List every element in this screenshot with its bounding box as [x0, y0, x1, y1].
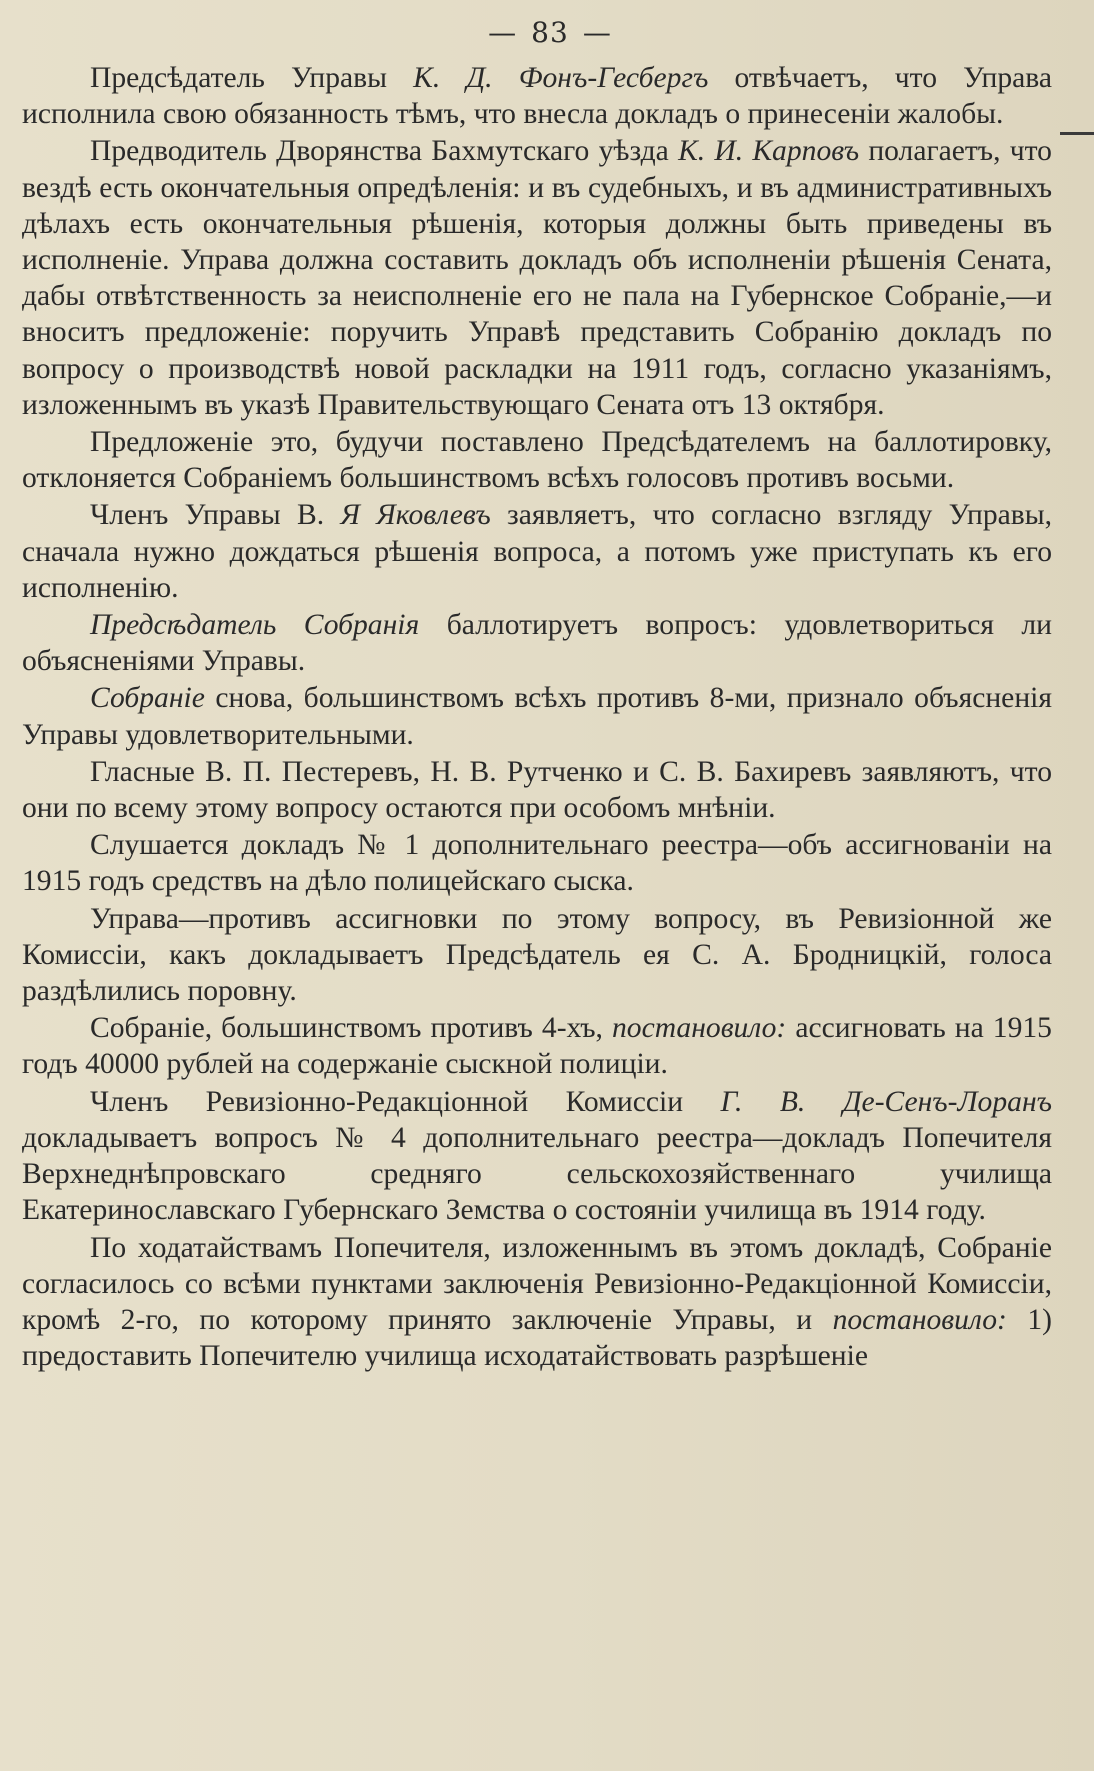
text-segment: баллотируетъ вопросъ: удовлетвориться ли объясненіями Управы.	[22, 609, 1053, 678]
page-number-dash-right: —	[582, 16, 612, 49]
document-body	[22, 60, 1052, 1374]
text-segment: Слушается докладъ № 1 дополнительнаго реестра—объ ассигнованіи на 1915 годъ средствъ на дѣло полицейскаго сыска.	[22, 829, 1052, 898]
italic-text-segment: Собраніе	[90, 682, 205, 715]
text-segment: Членъ Управы В.	[90, 499, 341, 532]
text-segment: докладываетъ вопросъ № 4 дополнительнаго реестра—докладъ Попечителя Верхнеднѣпровскаго средняго сельскохозяйственнаго училища Екатеринославскаго Губернскаго Земства о состояніи училища въ 1914 году.	[22, 1121, 1052, 1227]
paragraph	[22, 133, 1052, 423]
page-number-header	[22, 16, 1052, 60]
page-number-dash-left: —	[488, 16, 518, 49]
text-segment: Собраніе, большинствомъ противъ 4-хъ,	[90, 1012, 612, 1045]
text-segment: Управа—противъ ассигновки по этому вопросу, въ Ревизіонной же Комиссіи, какъ докладываетъ Предсѣдатель ея С. А. Бродницкій, голоса раздѣлились поровну.	[22, 902, 1052, 1008]
paragraph	[22, 607, 1052, 679]
text-segment: снова, большинствомъ всѣхъ противъ 8-ми, признало объясненія Управы удовлетворительными.	[22, 682, 1052, 751]
paragraph	[22, 424, 1052, 496]
text-segment: полагаетъ, что вездѣ есть окончательныя опредѣленія: и въ судебныхъ, и въ административныхъ дѣлахъ есть окончательныя рѣшенія, которыя должны быть приведены въ исполненіе. Управа должна составить докладъ объ исполненіи рѣшенія Сената, дабы отвѣтственность за неисполненіе его не пала на Губернское Собраніе,—и вноситъ предложеніе: поручить Управѣ представить Собранію докладъ по вопросу о производствѣ новой раскладки на 1911 годъ, согласно указаніямъ, изложеннымъ въ указѣ Правительствующаго Сената отъ 13 октября.	[22, 135, 1052, 421]
paragraph	[22, 901, 1052, 1010]
italic-text-segment: Я Яковлевъ	[340, 499, 491, 532]
paragraph	[22, 1230, 1052, 1375]
text-segment: Предложеніе это, будучи поставлено Предсѣдателемъ на баллотировку, отклоняется Собраніемъ большинствомъ всѣхъ голосовъ противъ восьми.	[22, 426, 1052, 495]
paragraph	[22, 60, 1052, 132]
text-segment: Членъ Ревизіонно-Редакціонной Комиссіи	[90, 1085, 721, 1118]
page-number: 83	[531, 16, 569, 49]
text-segment: Предсѣдатель Управы	[90, 62, 414, 94]
text-segment: 1) предоставить Попечителю училища исходатайствовать разрѣшеніе	[22, 1303, 1052, 1373]
text-segment: Гласные В. П. Пестеревъ, Н. В. Рутченко и С. В. Бахиревъ заявляютъ, что они по всему этому вопросу остаются при особомъ мнѣніи.	[22, 755, 1052, 825]
paragraph	[22, 497, 1052, 606]
paragraph	[22, 680, 1052, 752]
text-segment: отвѣчаетъ, что Управа исполнила свою обязанность тѣмъ, что внесла докладъ о принесеніи жалобы.	[22, 62, 1052, 131]
italic-text-segment: постановило:	[611, 1012, 787, 1045]
text-segment: заявляетъ, что согласно взгляду Управы, сначала нужно дождаться рѣшенія вопроса, а потомъ уже приступать къ его исполненію.	[22, 499, 1053, 604]
italic-text-segment: К. И. Карповъ	[678, 135, 860, 168]
text-segment: Предводитель Дворянства Бахмутскаго уѣзда	[90, 135, 679, 168]
italic-text-segment: Предсѣдатель Собранія	[90, 609, 420, 642]
italic-text-segment: постановило:	[832, 1303, 1007, 1336]
italic-text-segment: К. Д. Фонъ-Гесбергъ	[413, 62, 709, 94]
paragraph	[22, 754, 1052, 826]
paragraph	[22, 1084, 1052, 1229]
italic-text-segment: Г. В. Де-Сенъ-Лоранъ	[720, 1085, 1052, 1118]
text-segment: ассигновать на 1915 годъ 40000 рублей на содержаніе сыскной полиціи.	[22, 1012, 1052, 1081]
text-segment: По ходатайствамъ Попечителя, изложеннымъ въ этомъ докладѣ, Собраніе согласилось со всѣми пунктами заключенія Ревизіонно-Редакціонной Комиссіи, кромѣ 2-го, по которому принято заключеніе Управы, и	[22, 1231, 1052, 1336]
paragraph	[22, 827, 1052, 899]
margin-mark	[1060, 132, 1094, 135]
paragraph	[22, 1010, 1052, 1082]
